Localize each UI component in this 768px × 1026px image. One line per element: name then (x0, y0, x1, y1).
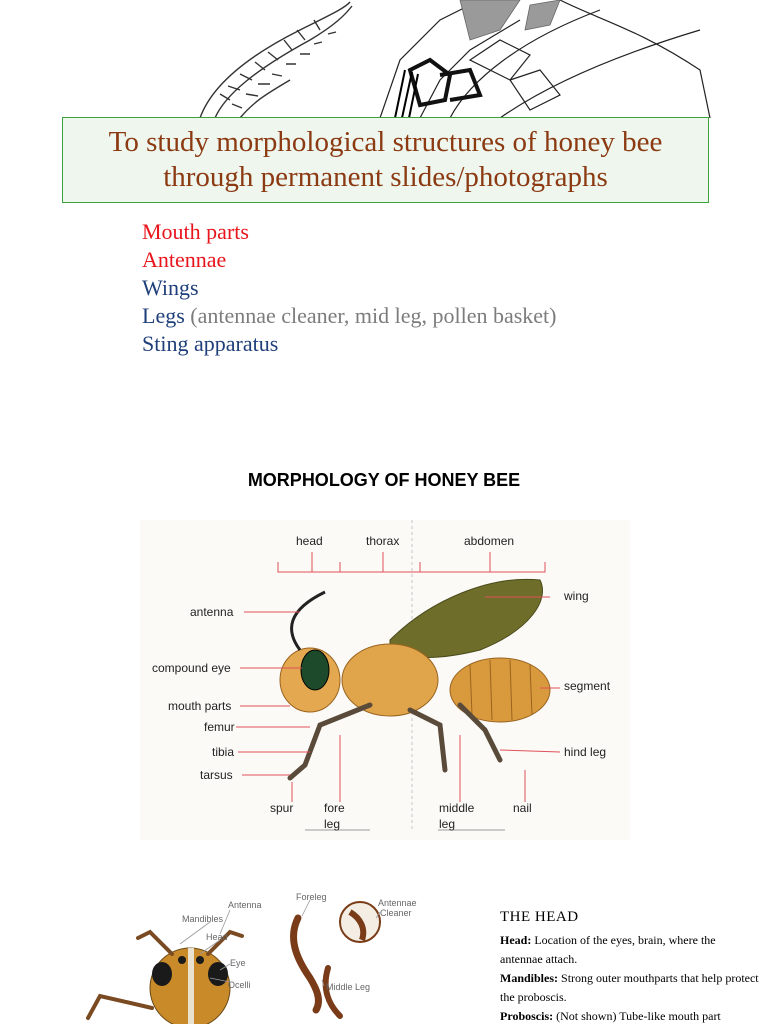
lower-label-eye: Eye (230, 958, 246, 968)
lower-label-ocelli: Ocelli (228, 980, 251, 990)
head-info-panel (500, 908, 760, 1026)
title-box (62, 117, 709, 203)
head-title: THE HEAD (500, 909, 579, 925)
label-mouth-parts: mouth parts (168, 699, 232, 713)
proboscis-entry (500, 1007, 760, 1026)
head-entry (500, 931, 760, 969)
head-entry-desc: Location of the eyes, brain, where the antennae attach. (500, 933, 716, 966)
topic-sting: Sting apparatus (142, 331, 279, 356)
label-antenna: antenna (190, 605, 234, 619)
proboscis-entry-term: Proboscis: (500, 1009, 554, 1023)
mandibles-entry (500, 969, 760, 1007)
label-head: head (296, 534, 323, 548)
label-fore-leg: leg (324, 817, 341, 831)
label-hind-leg: hind leg (564, 745, 607, 759)
lower-label-mandibles: Mandibles (182, 914, 224, 924)
topic-legs-row (142, 302, 557, 330)
label-segment: segment (564, 679, 611, 693)
label-spur: spur (270, 801, 294, 815)
mandibles-entry-desc: Strong outer mouthparts that help protect the proboscis. (500, 971, 759, 1004)
lower-label-antenna: Antenna (228, 900, 262, 910)
lower-label-antennae-cleaner-2: Cleaner (380, 908, 412, 918)
head-entry-term: Head: (500, 933, 532, 947)
topic-legs: Legs (142, 303, 185, 328)
label-fore: fore (324, 801, 345, 815)
proboscis-entry-desc: (Not shown) Tube-like mouth part (553, 1009, 721, 1023)
mandibles-entry-term: Mandibles: (500, 971, 559, 985)
lower-label-middle-leg: Middle Leg (326, 982, 371, 992)
label-compound-eye: compound eye (152, 661, 231, 675)
title-line-1: To study morphological structures of honey bee (108, 126, 663, 158)
label-femur: femur (204, 720, 235, 734)
lower-label-foreleg: Foreleg (296, 892, 327, 902)
label-middle-leg: leg (439, 817, 456, 831)
topic-list (142, 218, 557, 358)
title-line-2: through permanent slides/photographs (163, 161, 608, 193)
bee-morphology-diagram (140, 520, 630, 840)
lower-label-head: Head (206, 932, 228, 942)
label-nail: nail (513, 801, 532, 815)
top-illustration (0, 0, 768, 120)
topic-mouth-parts: Mouth parts (142, 219, 249, 244)
topic-antennae: Antennae (142, 247, 227, 272)
label-thorax: thorax (366, 534, 400, 548)
label-abdomen: abdomen (464, 534, 515, 548)
label-wing: wing (564, 589, 589, 603)
bee-head-illustration (60, 888, 440, 1024)
topic-legs-detail: (antennae cleaner, mid leg, pollen basket) (190, 303, 557, 328)
label-tibia: tibia (212, 745, 235, 759)
morphology-title: MORPHOLOGY OF HONEY BEE (247, 470, 521, 490)
lower-label-antennae-cleaner-1: Antennae (378, 898, 417, 908)
label-tarsus: tarsus (200, 768, 233, 782)
label-middle: middle (439, 801, 475, 815)
topic-wings: Wings (142, 275, 199, 300)
